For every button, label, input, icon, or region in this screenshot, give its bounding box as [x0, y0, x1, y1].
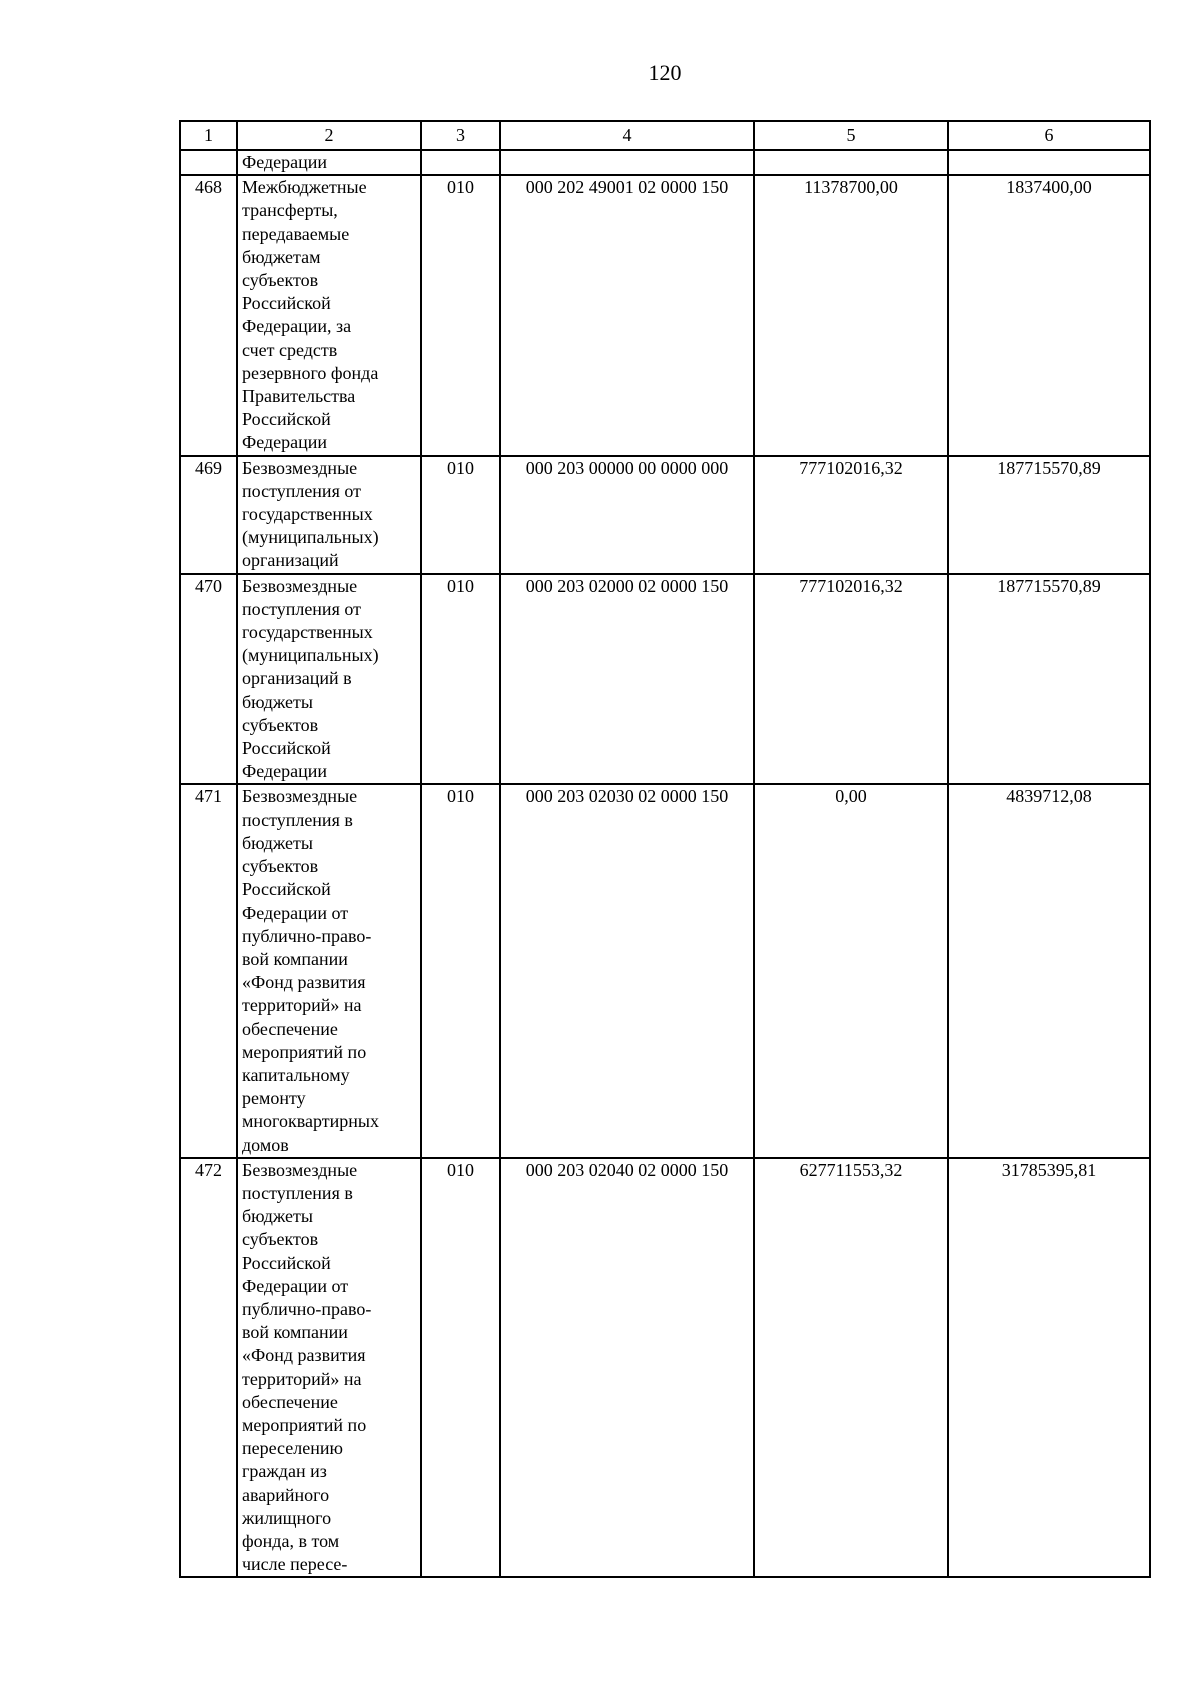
table-body: [180, 150, 1150, 1577]
row-name-line: Правительства: [242, 386, 356, 407]
row-name-line: Безвозмездные: [242, 457, 358, 478]
row-name-line: капитальному: [242, 1064, 350, 1085]
row-name-line: фонда, в том: [242, 1530, 340, 1551]
row-name: [237, 574, 421, 785]
row-amount-1: 777102016,32: [754, 456, 948, 574]
row-name-line: Безвозмездные: [242, 575, 358, 596]
row-name-line: субъектов: [242, 1229, 319, 1250]
row-name-line: Федерации от: [242, 902, 349, 923]
row-name-line: Федерации: [242, 432, 328, 453]
row-name-line: субъектов: [242, 270, 319, 291]
row-amount-1: 777102016,32: [754, 574, 948, 785]
row-name-line: аварийного: [242, 1484, 330, 1505]
row-name-line: многоквартирных: [242, 1111, 379, 1132]
row-name-line: бюджеты: [242, 1206, 313, 1227]
row-kbk: [500, 150, 754, 175]
row-name-line: территорий» на: [242, 1368, 362, 1389]
row-name: [237, 1158, 421, 1578]
row-name-line: трансферты,: [242, 200, 338, 221]
row-name-line: Межбюджетные: [242, 177, 367, 198]
row-name-line: ремонту: [242, 1088, 306, 1109]
row-code: 010: [421, 784, 500, 1157]
row-name-line: счет средств: [242, 339, 338, 360]
row-name: [237, 175, 421, 455]
table-row: [180, 574, 1150, 785]
table-row: [180, 1158, 1150, 1578]
row-name-line: обеспечение: [242, 1391, 338, 1412]
row-name-line: Федерации: [242, 761, 328, 782]
row-name-line: организаций в: [242, 668, 352, 689]
row-name-line: государственных: [242, 504, 373, 525]
row-number: 468: [180, 175, 237, 455]
row-amount-1: 627711553,32: [754, 1158, 948, 1578]
row-name-line: Российской: [242, 738, 331, 759]
row-name-line: переселению: [242, 1438, 343, 1459]
row-name-line: Безвозмездные: [242, 1159, 358, 1180]
row-name-line: домов: [242, 1134, 289, 1155]
row-name-line: поступления в: [242, 809, 353, 830]
row-name-line: поступления в: [242, 1182, 353, 1203]
row-kbk: 000 203 02000 02 0000 150: [500, 574, 754, 785]
row-name-line: мероприятий по: [242, 1041, 367, 1062]
budget-table: [179, 120, 1151, 1578]
row-name-line: передаваемые: [242, 223, 350, 244]
header-cell-5: 5: [754, 121, 948, 150]
row-kbk: 000 202 49001 02 0000 150: [500, 175, 754, 455]
row-name: [237, 784, 421, 1157]
row-name-line: вой компании: [242, 948, 348, 969]
row-name-line: Российской: [242, 879, 331, 900]
row-name-line: публично-право-: [242, 925, 372, 946]
row-name-line: бюджеты: [242, 832, 313, 853]
row-name-line: поступления от: [242, 598, 361, 619]
row-name-line: «Фонд развития: [242, 972, 366, 993]
row-name-line: вой компании: [242, 1322, 348, 1343]
row-kbk: 000 203 00000 00 0000 000: [500, 456, 754, 574]
row-amount-1: 11378700,00: [754, 175, 948, 455]
row-amount-2: 4839712,08: [948, 784, 1150, 1157]
row-amount-2: 31785395,81: [948, 1158, 1150, 1578]
row-name-line: жилищного: [242, 1507, 332, 1528]
row-name-line: числе пересе-: [242, 1554, 348, 1575]
row-amount-2: 1837400,00: [948, 175, 1150, 455]
row-name: Федерации: [237, 150, 421, 175]
header-cell-3: 3: [421, 121, 500, 150]
row-kbk: 000 203 02040 02 0000 150: [500, 1158, 754, 1578]
row-name-line: бюджетам: [242, 246, 321, 267]
row-name: [237, 456, 421, 574]
row-name-line: Федерации, за: [242, 316, 352, 337]
table-row: [180, 175, 1150, 455]
row-name-line: «Фонд развития: [242, 1345, 366, 1366]
header-cell-2: 2: [237, 121, 421, 150]
table-row: [180, 784, 1150, 1157]
row-name-line: территорий» на: [242, 995, 362, 1016]
row-amount-1: 0,00: [754, 784, 948, 1157]
header-cell-6: 6: [948, 121, 1150, 150]
row-name-line: субъектов: [242, 714, 319, 735]
row-code: 010: [421, 1158, 500, 1578]
row-name-line: мероприятий по: [242, 1414, 367, 1435]
table-row: [180, 456, 1150, 574]
header-cell-4: 4: [500, 121, 754, 150]
row-name-line: (муниципальных): [242, 527, 379, 548]
row-name-line: субъектов: [242, 856, 319, 877]
continuation-row: [180, 150, 1150, 175]
row-name-line: Российской: [242, 1252, 331, 1273]
row-name-line: граждан из: [242, 1461, 327, 1482]
row-name-line: Федерации от: [242, 1275, 349, 1296]
row-code: 010: [421, 574, 500, 785]
row-name-line: организаций: [242, 550, 339, 571]
page-number: 120: [648, 60, 682, 85]
header-cell-1: 1: [180, 121, 237, 150]
row-name-line: резервного фонда: [242, 362, 379, 383]
row-name-line: Российской: [242, 409, 331, 430]
row-amount-1: [754, 150, 948, 175]
row-number: 470: [180, 574, 237, 785]
row-number: [180, 150, 237, 175]
row-name-line: поступления от: [242, 480, 361, 501]
row-name-line: обеспечение: [242, 1018, 338, 1039]
row-name-line: публично-право-: [242, 1298, 372, 1319]
row-amount-2: [948, 150, 1150, 175]
row-name-line: Безвозмездные: [242, 786, 358, 807]
row-name-line: бюджеты: [242, 691, 313, 712]
row-code: 010: [421, 456, 500, 574]
row-number: 472: [180, 1158, 237, 1578]
row-name-line: (муниципальных): [242, 645, 379, 666]
row-amount-2: 187715570,89: [948, 456, 1150, 574]
header-row: [180, 121, 1150, 150]
row-code: [421, 150, 500, 175]
row-kbk: 000 203 02030 02 0000 150: [500, 784, 754, 1157]
row-name-line: государственных: [242, 622, 373, 643]
row-code: 010: [421, 175, 500, 455]
row-name-line: Российской: [242, 293, 331, 314]
row-number: 469: [180, 456, 237, 574]
row-amount-2: 187715570,89: [948, 574, 1150, 785]
row-number: 471: [180, 784, 237, 1157]
